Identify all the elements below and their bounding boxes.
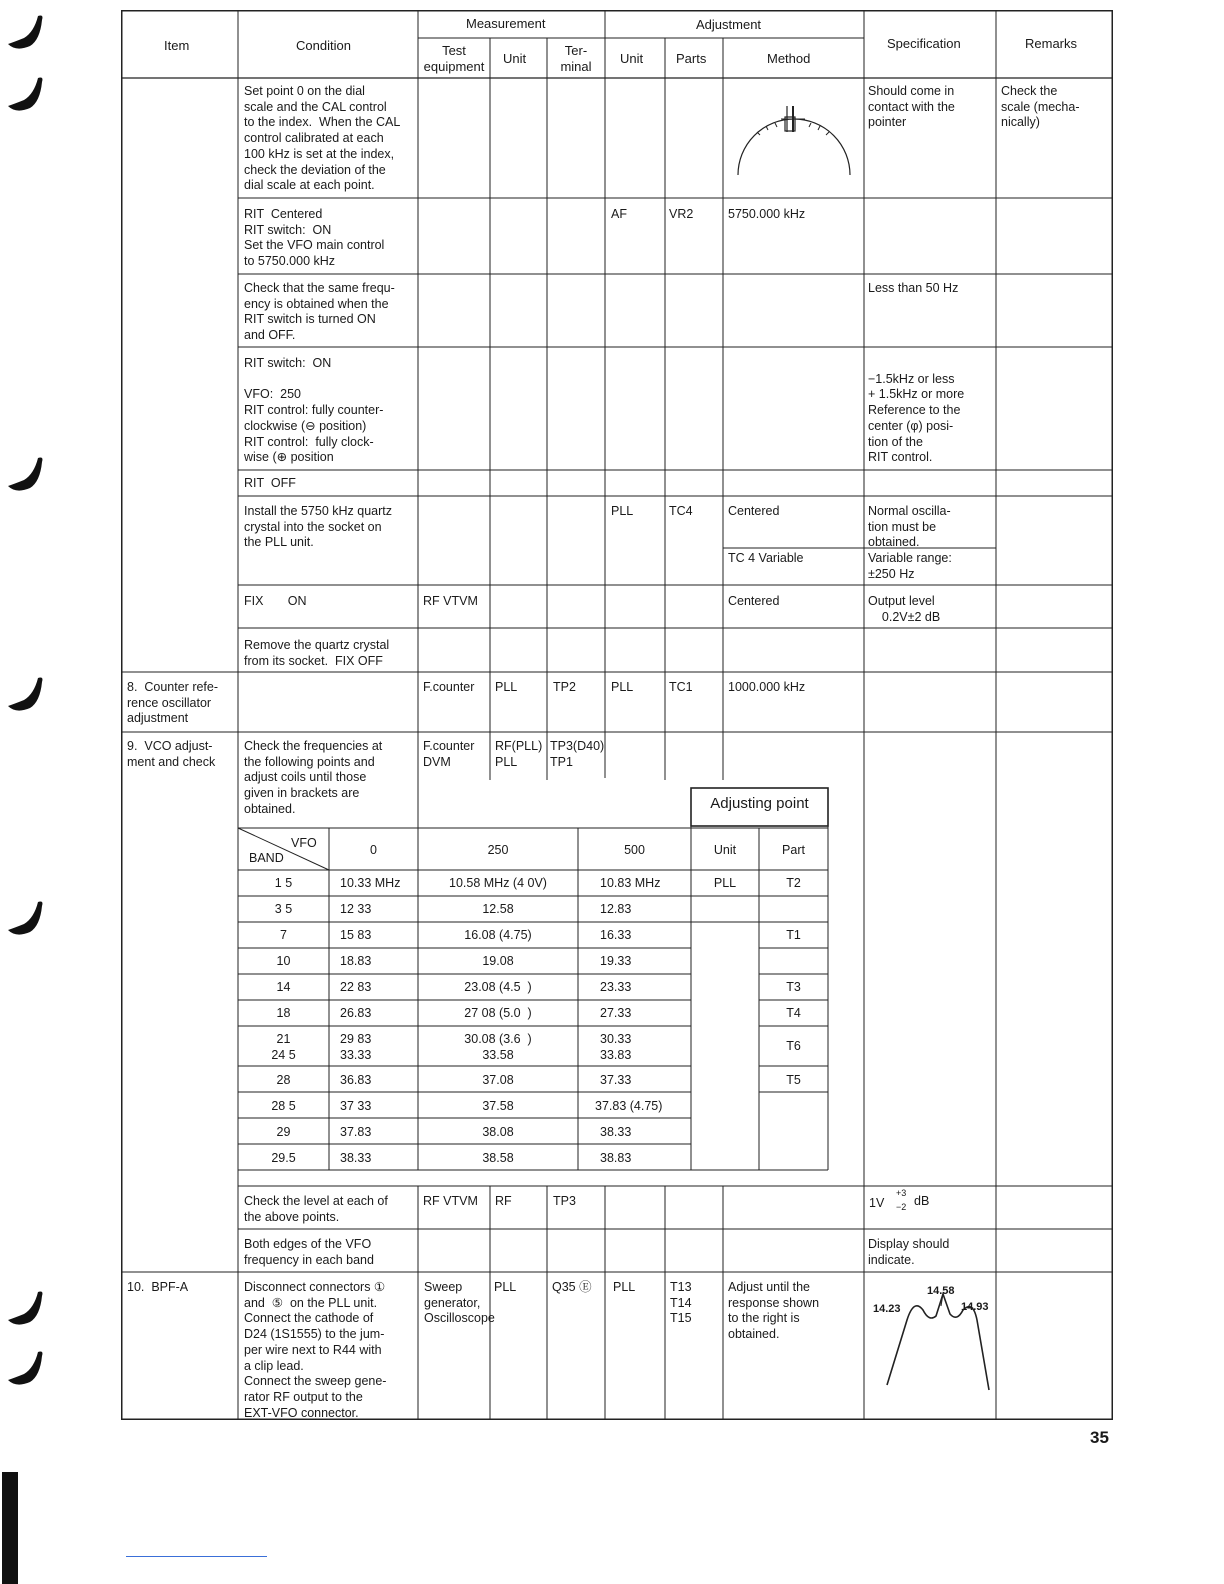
freq-cell-0: 29 83 33.33 [340,1032,372,1062]
col-unit-header: Unit [713,843,737,857]
header-adjustment: Adjustment [696,17,762,32]
band-cell: 14 [276,980,291,994]
adjustment-table [121,10,1113,1420]
level-spec-unit: dB [914,1194,930,1208]
counter-adj-unit: PLL [611,680,634,694]
header-test-equipment: Test equipment [423,43,485,74]
freq-cell-500: 16.33 [600,928,632,942]
band-cell: 18 [276,1006,291,1020]
freq-cell-0: 15 83 [340,928,372,942]
band-cell: 1 5 [274,876,293,890]
freq-cell-250: 37.58 [482,1099,514,1113]
counter-method: 1000.000 kHz [728,680,806,694]
header-remarks: Remarks [1025,36,1078,51]
freq-cell-250: 23.08 (4.5 ) [464,980,532,994]
freq-cell-0: 26.83 [340,1006,372,1020]
counter-test-equipment: F.counter [423,680,475,694]
part-t5: T5 [786,1073,801,1087]
freq-cell-500: 38.83 [600,1151,632,1165]
level-unit: RF [495,1194,512,1208]
band-cell: 28 5 [271,1099,296,1113]
rit-check-specification: Less than 50 Hz [868,281,959,295]
band-cell: 7 [280,928,287,942]
col-250-header: 250 [487,843,509,857]
part-t2: T2 [786,876,801,890]
bpf-method: Adjust until the response shown to the right is obtained. [728,1280,820,1342]
freq-cell-500: 12.83 [600,902,632,916]
band-cell: 3 5 [274,902,293,916]
header-parts: Parts [676,51,707,66]
header-unit: Unit [503,51,527,66]
crystal-condition: Install the 5750 kHz quartz crystal into the socket on the PLL unit. [244,504,392,550]
edges-condition: Both edges of the VFO frequency in each band [244,1237,374,1267]
level-terminal: TP3 [553,1194,576,1208]
freq-cell-0: 37.83 [340,1125,372,1139]
rit-center-parts: VR2 [669,207,694,221]
footer-rule [126,1556,267,1557]
part-t3: T3 [786,980,801,994]
band-cell: 21 24 5 [271,1032,296,1062]
fix-method: Centered [728,594,780,608]
header-measurement: Measurement [466,16,546,31]
bpf-adj-unit: PLL [613,1280,636,1294]
freq-cell-0: 10.33 MHz [340,876,401,890]
level-test-equipment: RF VTVM [423,1194,478,1208]
bpf-curve-left-label: 14.23 [873,1303,901,1315]
crystal-specification-variable: Variable range: ±250 Hz [868,551,952,581]
part-t4: T4 [786,1006,801,1020]
counter-item: 8. Counter refe- rence oscillator adjustment [127,680,219,726]
freq-cell-250: 38.58 [482,1151,514,1165]
bpf-item: 10. BPF-A [127,1280,189,1294]
rit-off-condition: RIT OFF [244,476,296,490]
band-cell: 29.5 [271,1151,296,1165]
rit-check-condition: Check that the same frequ- ency is obtained when the RIT switch is turned ON and OFF. [244,281,395,343]
header-terminal: Ter- minal [560,43,592,74]
freq-cell-500: 38.33 [600,1125,632,1139]
freq-cell-0: 38.33 [340,1151,372,1165]
freq-cell-500: 30.33 33.83 [600,1032,632,1062]
dial-remarks: Check the scale (mecha- nically) [1001,84,1080,130]
col-part-header: Part [782,843,805,857]
freq-cell-250: 19.08 [482,954,514,968]
binder-mark-1 [4,10,46,54]
binder-mark-3 [4,452,46,496]
crystal-parts: TC4 [669,504,693,518]
freq-cell-500: 37.83 (4.75) [595,1099,663,1113]
band-cell: 28 [276,1073,291,1087]
freq-cell-250: 30.08 (3.6 ) 33.58 [464,1032,532,1062]
part-t6: T6 [786,1039,801,1053]
vco-condition: Check the frequencies at the following points and adjust coils until those given in brackets are obtained. [244,739,383,816]
fix-specification: Output level 0.2V±2 dB [868,594,941,624]
rit-center-condition: RIT Centered RIT switch: ON Set the VFO main control to 5750.000 kHz [244,207,385,269]
freq-cell-0: 12 33 [340,902,372,916]
freq-cell-0: 36.83 [340,1073,372,1087]
bpf-condition: Disconnect connectors ① and ⑤ on the PLL unit. Connect the cathode of D24 (1S1555) to the jum- per wire next to R44 with a clip lead. Connect the sweep gene- rator RF output to the EXT-VFO connector. [244,1280,387,1420]
freq-cell-250: 37.08 [482,1073,514,1087]
dial-condition: Set point 0 on the dial scale and the CAL control to the index. When the CAL control calibrated at each 100 kHz is set at the index, check the deviation of the dial scale at each point. [244,84,401,193]
page-number: 35 [1090,1428,1109,1447]
crystal-method: Centered [728,504,780,518]
freq-cell-250: 10.58 MHz (4 0V) [449,876,547,890]
freq-cell-250: 27 08 (5.0 ) [464,1006,532,1020]
freq-cell-500: 23.33 [600,980,632,994]
header-method: Method [767,51,811,66]
binder-mark-4 [4,672,46,716]
vco-terminal: TP3(D40) TP1 [550,739,605,769]
bpf-test-equipment: Sweep generator, Oscilloscope [424,1280,495,1326]
col-0-header: 0 [370,843,377,857]
freq-cell-500: 37.33 [600,1073,632,1087]
adjusting-point-heading: Adjusting point [710,795,809,812]
fix-test-equipment: RF VTVM [423,594,478,608]
binder-mark-5 [4,896,46,940]
vco-item: 9. VCO adjust- ment and check [127,739,216,769]
scan-edge-bar [2,1472,18,1584]
binder-mark-2 [4,72,46,116]
level-condition: Check the level at each of the above points. [244,1194,388,1224]
col-500-header: 500 [624,843,645,857]
header-specification: Specification [887,36,961,51]
freq-cell-500: 19.33 [600,954,632,968]
remove-condition: Remove the quartz crystal from its socket. FIX OFF [244,638,390,668]
rit-range-specification: −1.5kHz or less + 1.5kHz or more Reference to the center (φ) posi- tion of the RIT control. [868,371,965,465]
freq-cell-250: 16.08 (4.75) [464,928,532,942]
rit-center-method: 5750.000 kHz [728,207,806,221]
rit-range-condition: RIT switch: ON VFO: 250 RIT control: fully counter- clockwise (⊖ position) RIT control: fully clock- wise (⊕ position [244,356,384,465]
counter-terminal: TP2 [553,680,576,694]
level-spec-minus: −2 [896,1202,907,1212]
bpf-terminal: Q35 Ⓔ [552,1280,592,1294]
binder-mark-6 [4,1286,46,1330]
bpf-unit: PLL [494,1280,517,1294]
rit-center-adj-unit: AF [611,207,627,221]
bpf-parts: T13 T14 T15 [670,1280,692,1326]
freq-cell-500: 27.33 [600,1006,632,1020]
freq-cell-250: 38.08 [482,1125,514,1139]
fix-condition: FIX ON [244,594,307,608]
binder-mark-7 [4,1346,46,1390]
header-item: Item [164,38,190,53]
vco-unit: RF(PLL) PLL [495,739,543,769]
counter-unit: PLL [495,680,518,694]
corner-band: BAND [249,851,284,865]
crystal-specification: Normal oscilla- tion must be obtained. [868,504,951,550]
crystal-adj-unit: PLL [611,504,634,518]
edges-specification: Display should indicate. [868,1237,950,1267]
bpf-curve-center-label: 14.58 [927,1285,955,1297]
counter-parts: TC1 [669,680,693,694]
bpf-curve-right-label: 14.93 [961,1301,989,1313]
header-condition: Condition [296,38,351,53]
freq-cell-500: 10.83 MHz [600,876,661,890]
level-spec-base: 1V [869,1196,885,1210]
band-cell: 29 [276,1125,291,1139]
crystal-method-variable: TC 4 Variable [728,551,804,565]
freq-cell-0: 18.83 [340,954,372,968]
freq-cell-0: 37 33 [340,1099,372,1113]
band-cell: 10 [276,954,291,968]
vco-unit-value: PLL [713,876,737,890]
freq-cell-250: 12.58 [482,902,514,916]
freq-cell-0: 22 83 [340,980,372,994]
header-adj-unit: Unit [620,51,644,66]
level-spec-plus: +3 [896,1188,907,1198]
part-t1: T1 [786,928,801,942]
vco-test-equipment: F.counter DVM [423,739,475,769]
corner-vfo: VFO [291,836,317,850]
dial-specification: Should come in contact with the pointer [868,84,955,130]
